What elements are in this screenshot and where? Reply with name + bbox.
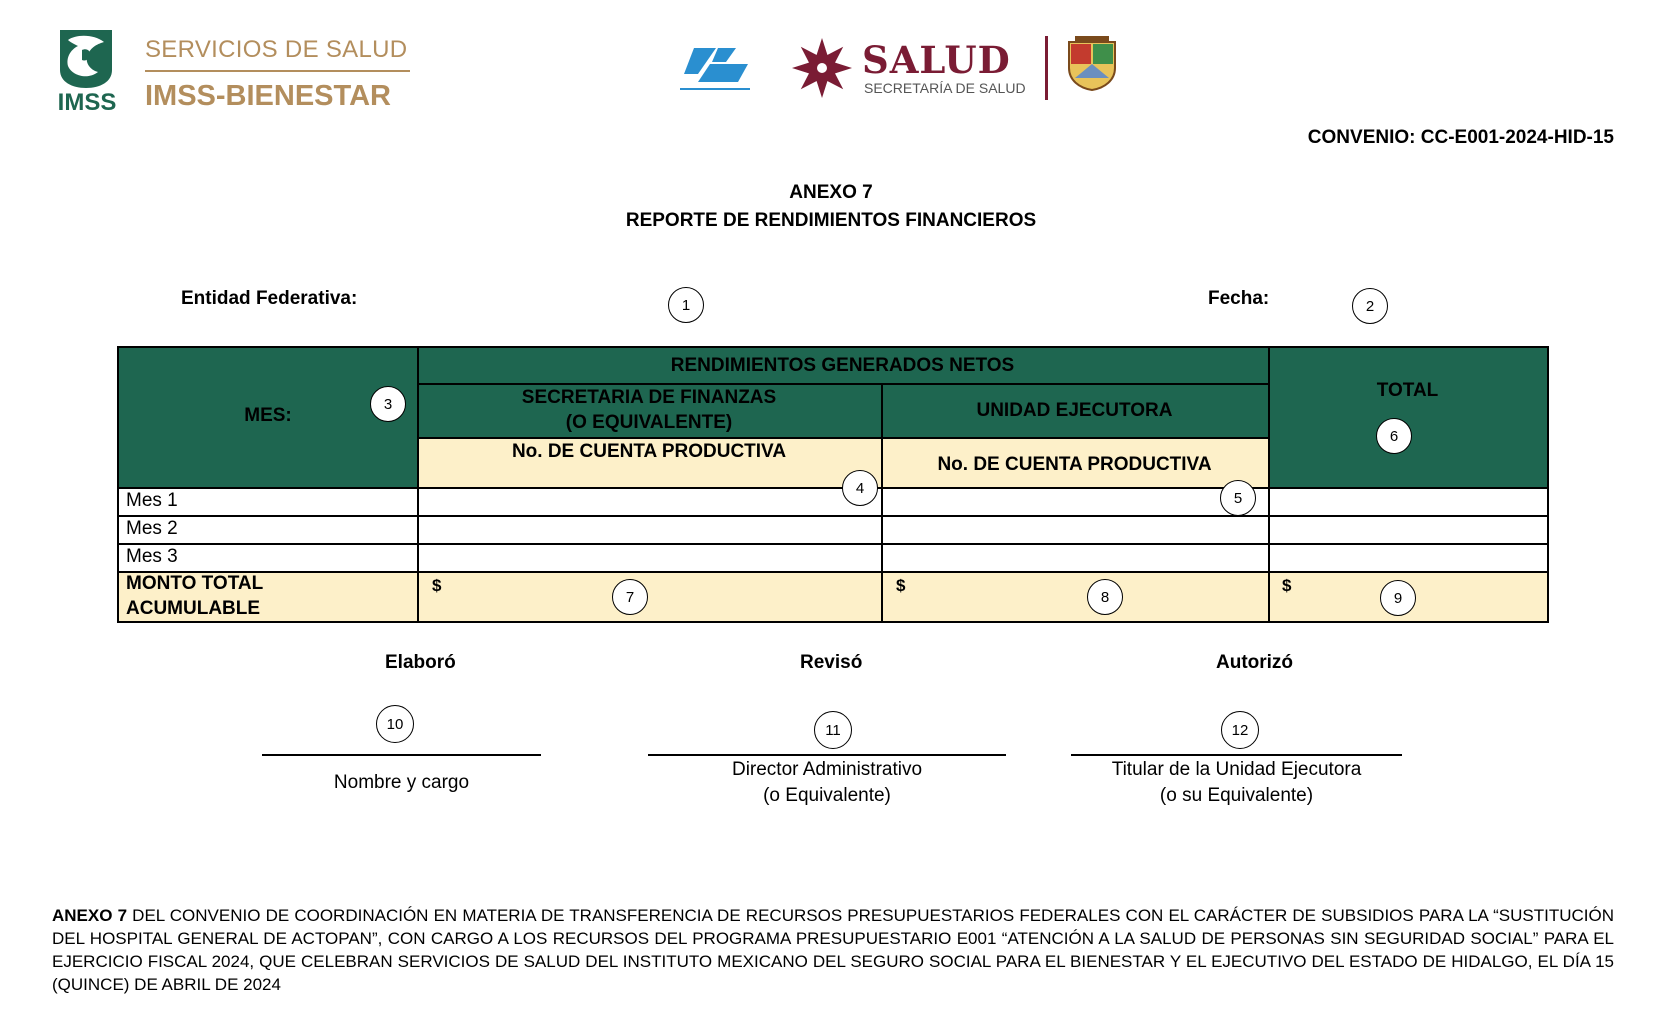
footer-bold: ANEXO 7 <box>52 906 128 925</box>
signature-caption-reviso <box>648 757 1006 809</box>
grid-line <box>417 383 1268 385</box>
marker-2: 2 <box>1352 288 1388 324</box>
marker-12: 12 <box>1221 711 1259 749</box>
marker-8: 8 <box>1087 579 1123 615</box>
cuenta-productiva-label-1: No. DE CUENTA PRODUCTIVA <box>417 437 881 487</box>
row-label-mes-3: Mes 3 <box>126 546 178 567</box>
marker-6: 6 <box>1376 418 1412 454</box>
document-title: ANEXO 7 <box>789 182 873 203</box>
grid-line <box>1268 348 1270 621</box>
signature-caption-autorizo-line1: Titular de la Unidad Ejecutora <box>1111 759 1362 780</box>
signature-caption-elaboro-line1: Nombre y cargo <box>333 772 470 793</box>
secretaria-header-line1: SECRETARIA DE FINANZAS <box>521 387 777 408</box>
signature-caption-reviso-line2: (o Equivalente) <box>763 785 891 806</box>
row-label-mes-1: Mes 1 <box>126 490 178 511</box>
marker-3: 3 <box>370 386 406 422</box>
signature-caption-autorizo <box>1071 757 1402 809</box>
rendimientos-header: RENDIMIENTOS GENERADOS NETOS <box>417 348 1268 383</box>
signature-caption-autorizo-line2: (o su Equivalente) <box>1159 785 1314 806</box>
salud-wordmark: SALUD <box>862 38 1011 82</box>
fecha-label: Fecha: <box>1208 288 1270 309</box>
rendimientos-table <box>117 346 1549 623</box>
imss-text: IMSS <box>57 89 117 112</box>
monto-total-label <box>126 571 416 621</box>
grid-line <box>417 348 419 621</box>
salud-star-icon <box>790 36 854 100</box>
imss-eagle-icon <box>54 26 120 112</box>
footer-body: DEL CONVENIO DE COORDINACIÓN EN MATERIA DE TRANSFERENCIA DE RECURSOS PRESUPUESTARIOS FEDERALES CON EL CARÁCTER DE SUBSIDIOS PARA LA “SUSTITUCIÓN DEL HOSPITAL GENERAL DE ACTOPAN”, CON CARGO A LOS RECURSOS DEL PROGRAMA PRESUPUESTARIO E001 “ATENCIÓN A LA SALUD DE PERSONAS SIN SEGURIDAD SOCIAL” PARA EL EJERCICIO FISCAL 2024, QUE CELEBRAN SERVICIOS DE SALUD DEL INSTITUTO MEXICANO DEL SEGURO SOCIAL PARA EL BIENESTAR Y EL EJECUTIVO DEL ESTADO DE HIDALGO, EL DÍA 15 (QUINCE) DE ABRIL DE 2024 <box>52 906 1614 994</box>
hidalgo-shield-icon <box>1065 34 1119 98</box>
ssh-logo-icon <box>676 44 754 94</box>
marker-7: 7 <box>612 579 648 615</box>
grid-line <box>881 383 883 621</box>
signature-caption-reviso-line1: Director Administrativo <box>731 759 923 780</box>
marker-1: 1 <box>668 287 704 323</box>
marker-4: 4 <box>842 470 878 506</box>
brand-name-line2: IMSS-BIENESTAR <box>145 80 391 112</box>
document-subtitle: REPORTE DE RENDIMIENTOS FINANCIEROS <box>625 210 1037 231</box>
marker-9: 9 <box>1380 580 1416 616</box>
cuenta-productiva-label-2: No. DE CUENTA PRODUCTIVA <box>881 437 1268 487</box>
convenio-number: CONVENIO: CC-E001-2024-HID-15 <box>1307 127 1614 148</box>
monto-total-label-line2: ACUMULABLE <box>126 598 261 619</box>
currency-sign-total: $ <box>1282 576 1292 595</box>
logo-divider <box>1045 36 1048 100</box>
grid-line <box>417 437 1268 439</box>
brand-name-line1: SERVICIOS DE SALUD <box>145 36 408 63</box>
secretaria-header-line2: (O EQUIVALENTE) <box>565 412 733 433</box>
signature-role-elaboro: Elaboró <box>385 652 456 673</box>
grid-line <box>119 515 1547 517</box>
grid-line <box>119 543 1547 545</box>
entidad-label: Entidad Federativa: <box>181 288 358 309</box>
signature-line-reviso <box>648 754 1006 756</box>
currency-sign-secretaria: $ <box>432 576 442 595</box>
monto-total-label-line1: MONTO TOTAL <box>126 573 264 594</box>
marker-10: 10 <box>376 705 414 743</box>
secretaria-header <box>417 383 881 437</box>
mes-header: MES: <box>119 400 417 430</box>
footer-legal-text <box>52 904 1614 996</box>
currency-sign-unidad: $ <box>896 576 906 595</box>
grid-line <box>119 487 1547 489</box>
row-label-mes-2: Mes 2 <box>126 518 178 539</box>
signature-line-autorizo <box>1071 754 1402 756</box>
marker-5: 5 <box>1220 480 1256 516</box>
signature-role-reviso: Revisó <box>800 652 863 673</box>
brand-divider <box>145 70 410 72</box>
signature-role-autorizo: Autorizó <box>1216 652 1294 673</box>
marker-11: 11 <box>814 711 852 749</box>
grid-line <box>119 571 1547 573</box>
salud-subtitle: SECRETARÍA DE SALUD <box>864 80 1026 96</box>
signature-line-elaboro <box>262 754 541 756</box>
unidad-ejecutora-header: UNIDAD EJECUTORA <box>881 383 1268 437</box>
signature-caption-elaboro <box>262 770 541 796</box>
total-header: TOTAL <box>1268 348 1547 487</box>
